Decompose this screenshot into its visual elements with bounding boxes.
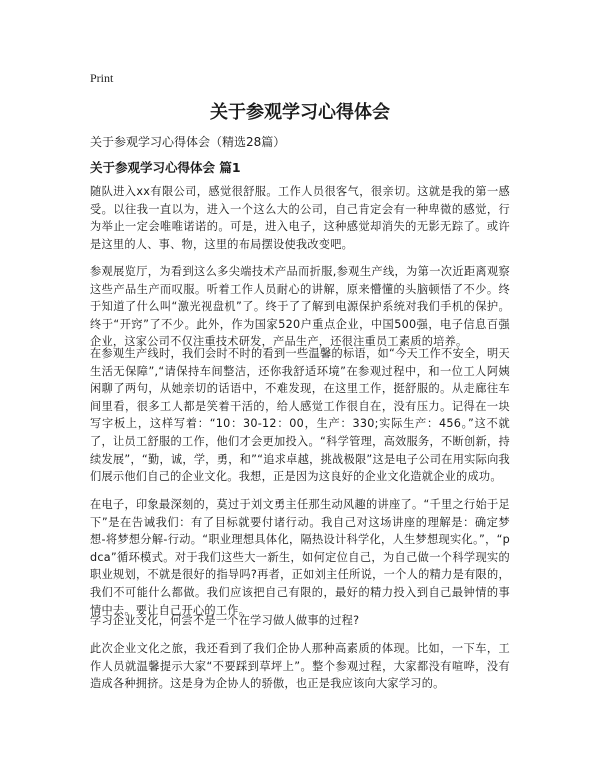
paragraph-2: 参观展览厅，为看到这么多尖端技术产品而折服,参观生产线，为第一次近距离观察这些产品生产而叹服。听着工作人员耐心的讲解，原来懵懂的头脑顿悟了不少。终于知道了什么叫“激光视盘机”了。终于了了解到电源保护系统对我们手机的保护。终于“开窍”了不少。此外，作为国家520户重点企业，中国500强，电子信息百强企业，这家公司不仅注重技术研发，产品生产，还很注重员工素质的培养。 [90, 265, 510, 349]
print-link[interactable]: Print [90, 71, 114, 85]
paragraph-1: 随队进入xx有限公司，感觉很舒服。工作人员很客气，很亲切。这就是我的第一感受。以往我一直以为，进入一个这么大的公司，自己肯定会有一种卑微的感觉，行为举止一定会唯唯诺诺的。可是，进入电子，这种感觉却消失的无影无踪了。或许是这里的人、事、物，这里的布局摆设使我改变吧。 [90, 185, 510, 251]
section-heading: 关于参观学习心得体会 篇1 [90, 160, 241, 175]
document-subtitle: 关于参观学习心得体会（精选28篇） [90, 135, 286, 149]
paragraph-4: 在电子，印象最深刻的，莫过于刘文勇主任那生动风趣的讲座了。“千里之行始于足下”是在告诫我们：有了目标就要付诸行动。我自己对这场讲座的理解是：确定梦想-将梦想分解-行动。“职业理想具体化，隔热设计科学化，人生梦想现实化。”，“pdca”循环模式。对于我们这些大一新生，如何定位自己，为自己做一个科学现实的职业规划，不就是很好的指导吗?再者，正如刘主任所说，一个人的精力是有限的，我们不可能什么都做。我们应该把自己有限的，最好的精力投入到自己最钟情的事情中去。要让自己开心的工作。 [90, 498, 510, 617]
page-title: 关于参观学习心得体会 [210, 102, 390, 123]
paragraph-3: 在参观生产线时，我们会时不时的看到一些温馨的标语，如“今天工作不安全，明天生活无保障”,“请保持车间整洁，还你我舒适环境”在参观过程中，和一位工人阿姨闲聊了两句，从她亲切的话语中，不难发现，在这里工作，挺舒服的。从走廊往车间里看，很多工人都是笑着干活的，给人感觉工作很自在，没有压力。记得在一块写字板上，这样写着：“10：30-12：00，生产：330;实际生产：456。”这不就了，让员工舒服的工作，他们才会更加投入。“科学管理，高效服务，不断创新，持续发展”，“勤，诚，学，勇，和”“追求卓越，挑战极限”这是电子公司在用实际向我们展示他们自己的企业文化。我想，正是因为这良好的企业文化造就企业的成功。 [90, 347, 510, 484]
paragraph-5: 学习企业文化，何尝不是一个在学习做人做事的过程? [90, 614, 360, 627]
paragraph-6: 此次企业文化之旅，我还看到了我们企协人那种高素质的体现。比如，一下车，工作人员就温馨提示大家“不要踩到草坪上”。整个参观过程，大家都没有喧哗，没有造成各种拥挤。这是身为企协人的骄傲，也正是我应该向大家学习的。 [90, 642, 510, 691]
